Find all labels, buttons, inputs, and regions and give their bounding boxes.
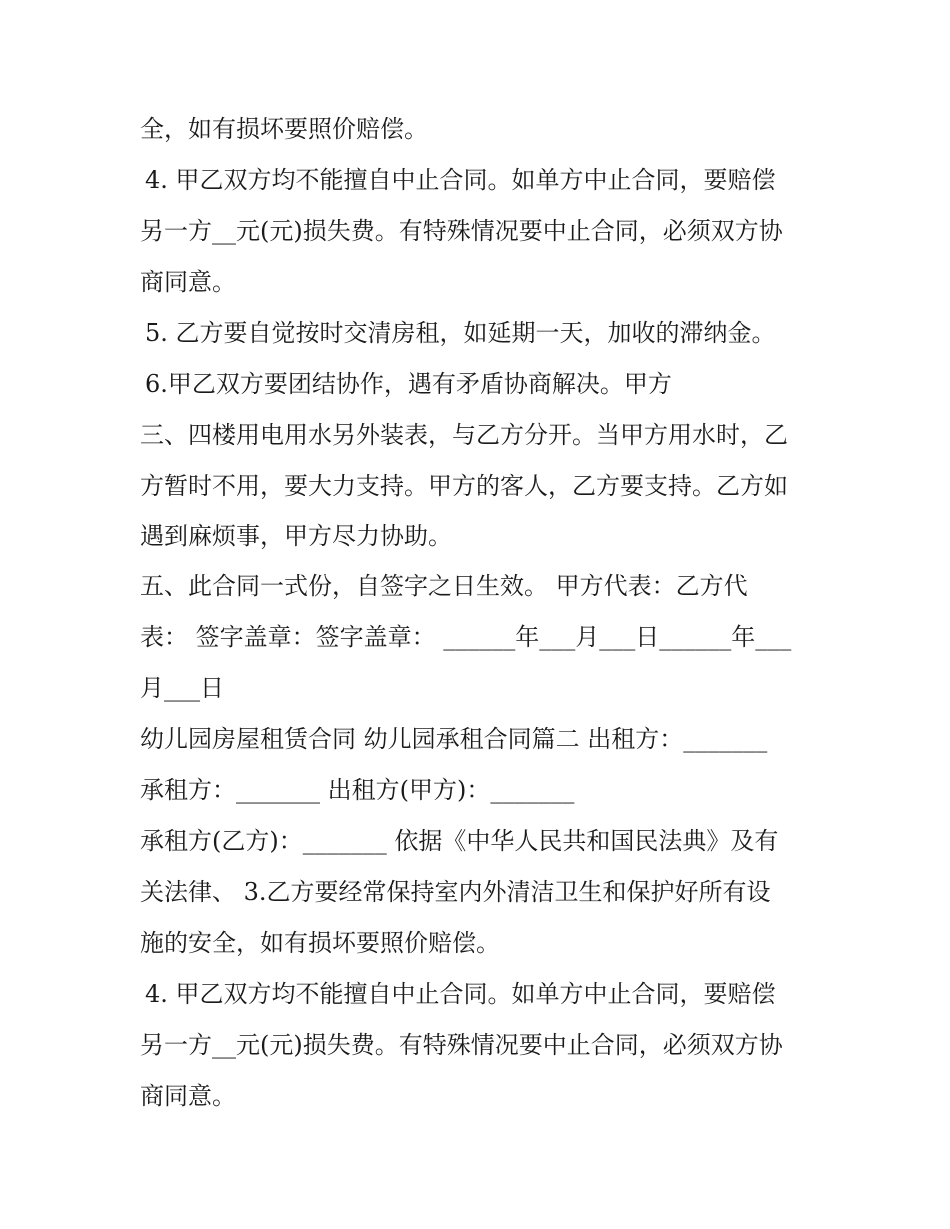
text-line: 方暂时不用，要大力支持。甲方的客人，乙方要支持。乙方如	[140, 472, 788, 500]
text-line: 全，如有损坏要照价赔偿。	[140, 115, 428, 143]
text-line: 商同意。	[140, 1082, 236, 1110]
text-line: 6.甲乙双方要团结协作，遇有矛盾协商解决。甲方	[145, 370, 672, 398]
text-line: 关法律、 3.乙方要经常保持室内外清洁卫生和保护好所有设	[140, 878, 771, 906]
text-line: 4. 甲乙双方均不能擅自中止合同。如单方中止合同，要赔偿	[145, 980, 776, 1008]
text-line: 另一方__元(元)损失费。有特殊情况要中止合同，必须双方协	[140, 1031, 783, 1059]
text-line: 5. 乙方要自觉按时交清房租，如延期一天，加收的滞纳金。	[145, 319, 776, 347]
text-line: 施的安全，如有损坏要照价赔偿。	[140, 929, 500, 957]
text-line: 五、此合同一式份，自签字之日生效。 甲方代表：乙方代	[140, 572, 748, 600]
text-line: 遇到麻烦事，甲方尽力协助。	[140, 522, 452, 550]
text-line: 商同意。	[140, 268, 236, 296]
text-line: 三、四楼用电用水另外装表，与乙方分开。当甲方用水时，乙	[140, 421, 788, 449]
text-line: 月___日	[140, 674, 224, 702]
text-line: 承租方(乙方)：_______ 依据《中华人民共和国民法典》及有	[140, 827, 779, 855]
text-line: 另一方__元(元)损失费。有特殊情况要中止合同，必须双方协	[140, 217, 783, 245]
text-line: 承租方：_______ 出租方(甲方)：_______	[140, 776, 575, 804]
text-line: 表： 签字盖章：签字盖章： ______年___月___日______年___	[140, 623, 792, 651]
text-line: 幼儿园房屋租赁合同 幼儿园承租合同篇二 出租方：_______	[140, 725, 768, 753]
text-line: 4. 甲乙双方均不能擅自中止合同。如单方中止合同，要赔偿	[145, 166, 776, 194]
